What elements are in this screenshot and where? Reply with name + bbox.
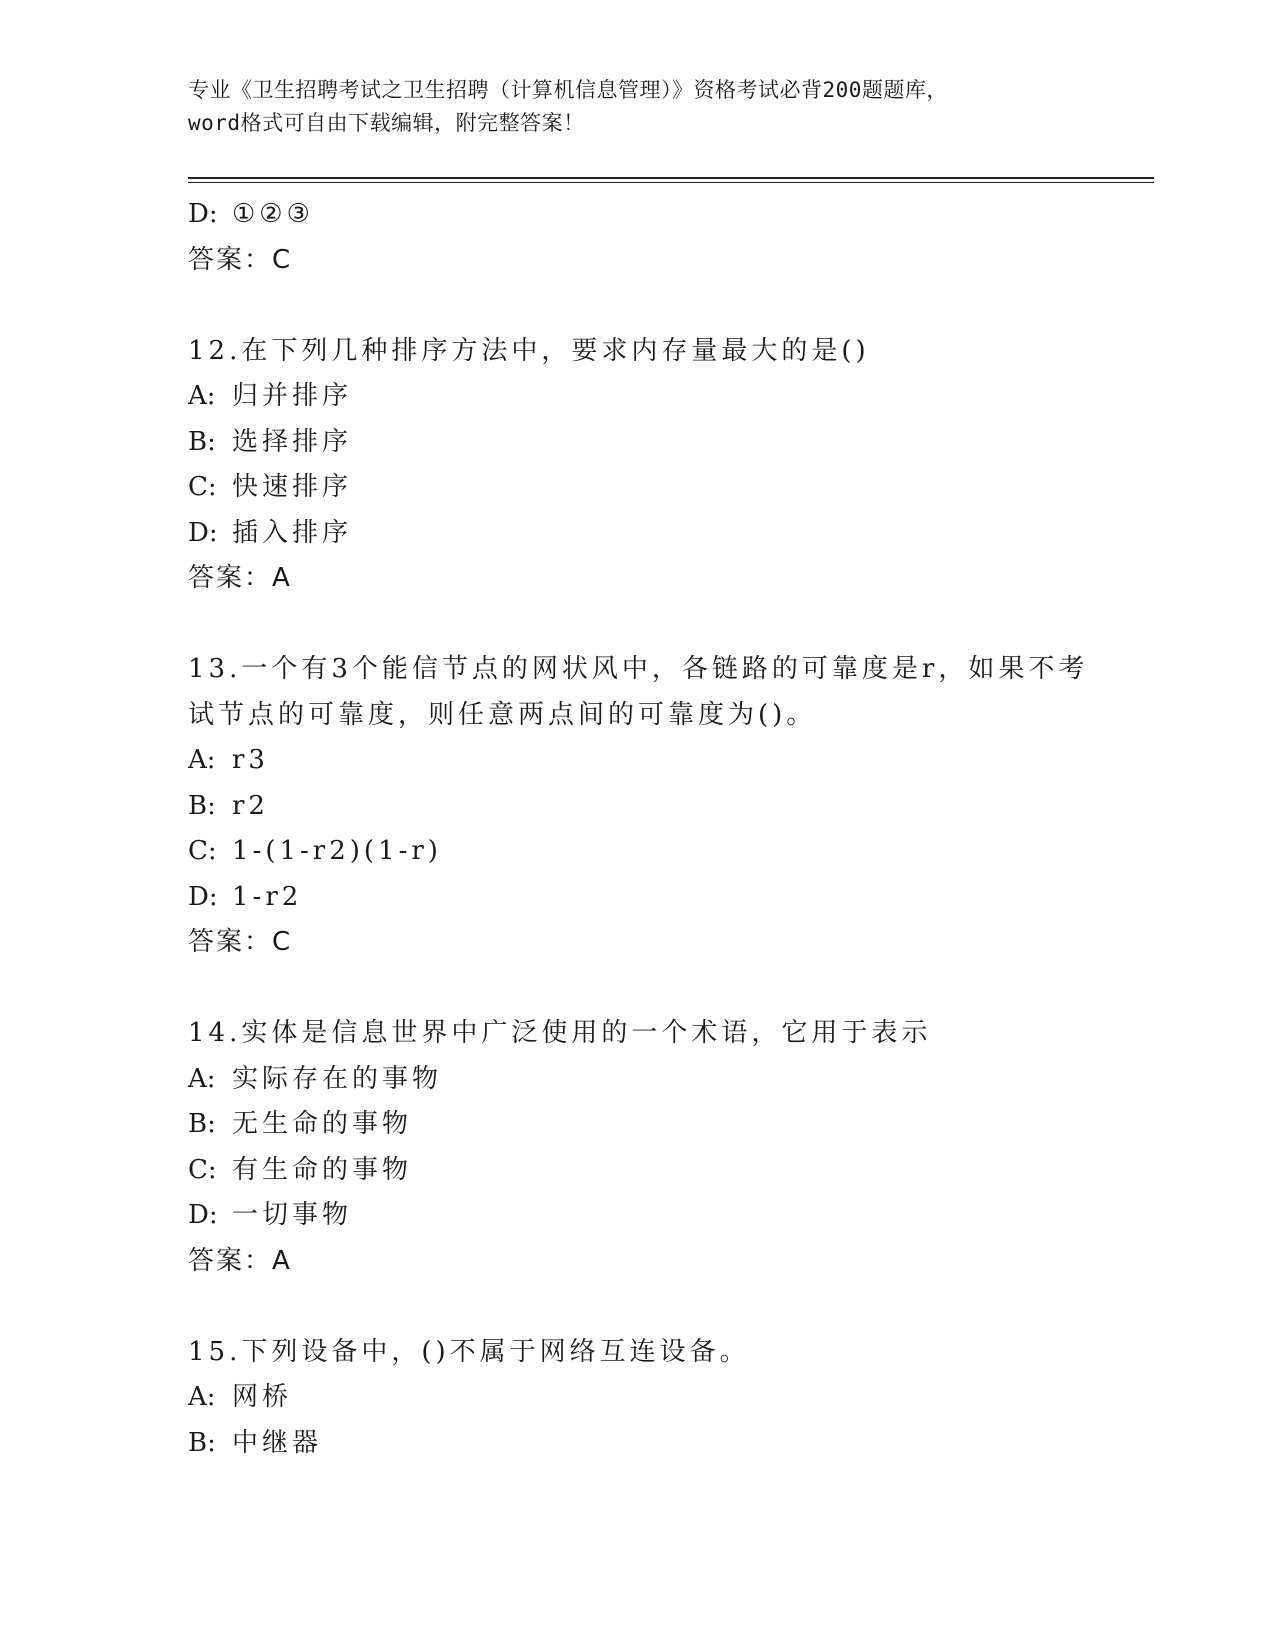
option-b — [188, 420, 1154, 466]
answer-line: 答案：C — [188, 927, 293, 957]
header-title-line-1: 专业《卫生招聘考试之卫生招聘（计算机信息管理）》资格考试必背200题题库， — [188, 78, 948, 102]
spacer — [188, 602, 1154, 648]
option-prefix: B: — [188, 1109, 216, 1139]
spacer — [188, 966, 1154, 1012]
option-prefix: C: — [188, 472, 217, 502]
option-prefix: A: — [188, 1063, 216, 1094]
option-c — [188, 1148, 1154, 1194]
option-prefix: D: — [188, 881, 218, 912]
spacer — [188, 1284, 1154, 1330]
option-b — [188, 1421, 1154, 1467]
answer-line: 答案：A — [188, 563, 292, 593]
header-divider-thick — [188, 177, 1154, 179]
option-text: 无生命的事物 — [232, 1109, 413, 1139]
option-a — [188, 738, 1154, 784]
answer-line: 答案：C — [188, 244, 293, 275]
option-prefix: C: — [188, 1154, 217, 1185]
question-12-text: 12.在下列几种排序方法中，要求内存量最大的是() — [188, 335, 870, 366]
option-text: 归并排序 — [232, 381, 353, 411]
option-text: 1-r2 — [232, 881, 303, 912]
option-c — [188, 829, 1154, 875]
header-divider-thin — [188, 182, 1154, 183]
option-prefix: B: — [188, 426, 216, 457]
spacer — [188, 283, 1154, 329]
question-13-text-line-2: 试节点的可靠度，则任意两点间的可靠度为()。 — [188, 699, 817, 730]
option-text: r2 — [232, 790, 269, 821]
option-text: 1-(1-r2)(1-r) — [232, 836, 442, 866]
option-prefix: A: — [188, 1382, 216, 1412]
option-prefix: D: — [188, 517, 218, 548]
option-b — [188, 1102, 1154, 1148]
option-prefix: A: — [188, 381, 216, 411]
question-list — [188, 192, 1154, 1466]
option-text: r3 — [232, 745, 269, 775]
option-d — [188, 875, 1154, 921]
option-prefix: D: — [188, 199, 218, 229]
option-prefix: D: — [188, 1200, 218, 1230]
option-a — [188, 1057, 1154, 1103]
option-d — [188, 511, 1154, 557]
option-d — [188, 192, 1154, 238]
option-text: 选择排序 — [232, 426, 353, 457]
option-text: 网桥 — [232, 1382, 293, 1412]
document-header — [188, 74, 1088, 140]
answer-line: 答案：A — [188, 1245, 292, 1276]
question-13-text-line-1: 13.一个有3个能信节点的网状风中，各链路的可靠度是r，如果不考 — [188, 654, 1089, 684]
header-title-line-2: word格式可自由下载编辑，附完整答案！ — [188, 111, 585, 135]
option-text: 一切事物 — [232, 1200, 353, 1230]
question-14-text: 14.实体是信息世界中广泛使用的一个术语，它用于表示 — [188, 1018, 932, 1048]
option-text: 实际存在的事物 — [232, 1063, 443, 1094]
option-text: 快速排序 — [232, 472, 353, 502]
option-prefix: B: — [188, 1427, 216, 1458]
option-b — [188, 784, 1154, 830]
option-text: 有生命的事物 — [232, 1154, 413, 1185]
question-15-text: 15.下列设备中，()不属于网络互连设备。 — [188, 1336, 750, 1367]
option-prefix: A: — [188, 745, 216, 775]
option-text: 中继器 — [232, 1427, 323, 1458]
option-d — [188, 1193, 1154, 1239]
option-prefix: B: — [188, 790, 216, 821]
option-c — [188, 465, 1154, 511]
option-prefix: C: — [188, 836, 217, 866]
option-a — [188, 374, 1154, 420]
option-a — [188, 1375, 1154, 1421]
option-text: ①②③ — [232, 199, 314, 229]
option-text: 插入排序 — [232, 517, 353, 548]
